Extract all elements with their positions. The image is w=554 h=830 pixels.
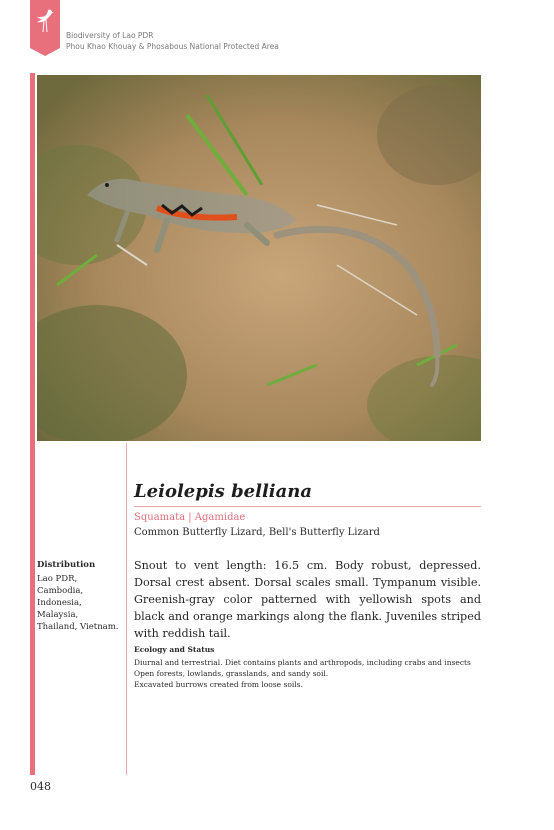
species-description: Snout to vent length: 16.5 cm. Body robust, depressed. Dorsal crest absent. Dorsal scales small. Tympanum visible. Greenish-gray color patterned with yellowish spots and black and orange markings along the flank. Juveniles striped with reddish tail.: [134, 559, 481, 640]
tab-notch: [30, 48, 60, 56]
distribution-heading: Distribution: [37, 560, 96, 570]
ecology-text: [134, 657, 471, 690]
ecology-line: Diurnal and terrestrial. Diet contains plants and arthropods, including crabs and insects: [134, 658, 471, 667]
title-underline: [134, 506, 481, 507]
distribution-text: [37, 573, 123, 633]
common-names: Common Butterfly Lizard, Bell's Butterfly Lizard: [134, 527, 380, 538]
header-line-1: Biodiversity of Lao PDR: [66, 31, 154, 40]
left-accent-bar: [30, 73, 35, 775]
header-tab: [30, 0, 60, 48]
species-title: Leiolepis belliana: [134, 481, 313, 502]
taxonomy-label: Squamata | Agamidae: [134, 512, 246, 523]
page-header: [66, 30, 279, 52]
distribution-line: Indonesia, Malaysia,: [37, 598, 82, 620]
lizard-photo: [37, 75, 481, 441]
distribution-line: Thailand, Vietnam.: [37, 622, 119, 632]
ecology-line: Excavated burrows created from loose soils.: [134, 680, 303, 689]
page-number: 048: [30, 780, 51, 793]
ecology-line: Open forests, lowlands, grasslands, and sandy soil.: [134, 669, 329, 678]
header-line-2: Phou Khao Khouay & Phosabous National Protected Area: [66, 42, 279, 51]
column-divider: [126, 443, 127, 775]
ecology-heading: Ecology and Status: [134, 645, 215, 654]
distribution-line: Lao PDR, Cambodia,: [37, 574, 84, 596]
crane-bird-icon: [34, 8, 56, 34]
